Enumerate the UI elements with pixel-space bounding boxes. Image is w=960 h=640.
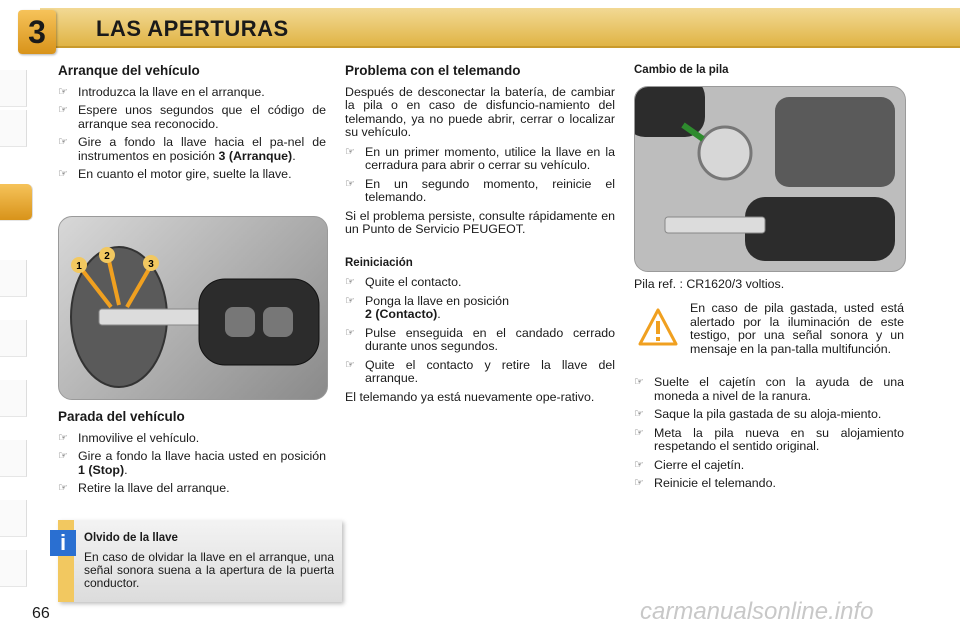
arranque-list <box>58 86 326 182</box>
ignition-key-image <box>58 216 328 400</box>
pila-list <box>634 376 904 491</box>
battery-illustration <box>635 87 905 271</box>
list-item-text: Gire a fondo la llave hacia usted en posición <box>78 449 326 463</box>
position-marker-1: 1 <box>76 261 82 272</box>
list-item: ☞ Retire la llave del arranque. <box>58 482 326 496</box>
column-pila <box>634 64 904 84</box>
section-title-telemando: Problema con el telemando <box>345 63 521 78</box>
telemando-intro: Después de desconectar la batería, de cambiar la pila o en caso de disfuncio-namiento del telemando, ya no puede abrir, cerrar o localizar su vehículo. <box>345 84 615 139</box>
warning-text: En caso de pila gastada, usted está alertado por la iluminación de este testigo, por una señal sonora y un mensaje en la pan-talla multifunción. <box>690 301 904 356</box>
chapter-number: 3 <box>18 10 56 54</box>
chapter-tabs <box>0 70 30 590</box>
info-title: Olvido de la llave <box>84 532 178 544</box>
list-item: ☞ En un segundo momento, reinicie el telemando. <box>345 178 615 205</box>
list-item: ☞ Quite el contacto. <box>345 276 615 290</box>
chapter-tab[interactable] <box>0 260 27 297</box>
chapter-tab[interactable] <box>0 440 27 477</box>
chapter-tab[interactable] <box>0 380 27 417</box>
list-item: ☞ Quite el contacto y retire la llave del arranque. <box>345 359 615 386</box>
column-parada <box>58 410 326 501</box>
pila-ref: Pila ref. : CR1620/3 voltios. <box>634 277 785 291</box>
section-title-parada: Parada del vehículo <box>58 409 185 424</box>
ignition-illustration <box>59 217 327 399</box>
section-title-pila: Cambio de la pila <box>634 64 729 76</box>
section-title-reiniciacion: Reiniciación <box>345 256 413 269</box>
page-header <box>0 0 960 50</box>
parada-list <box>58 432 326 496</box>
list-item: ☞ Introduzca la llave en el arranque. <box>58 86 326 100</box>
chapter-tab[interactable] <box>0 70 27 107</box>
list-item: ☞ Cierre el cajetín. <box>634 459 904 473</box>
position-marker-2: 2 <box>104 251 110 262</box>
list-item: ☞ Reinicie el telemando. <box>634 477 904 491</box>
telemando-persist: Si el problema persiste, consulte rápidamente en un Punto de Servicio PEUGEOT. <box>345 208 615 236</box>
column-arranque <box>58 64 326 187</box>
chapter-tab[interactable] <box>0 500 27 537</box>
list-item: ☞ Meta la pila nueva en su alojamiento respetando el sentido original. <box>634 427 904 454</box>
battery-change-image <box>634 86 906 272</box>
list-item: ☞ En cuanto el motor gire, suelte la llave. <box>58 168 326 182</box>
position-label: 3 (Arranque) <box>218 148 293 163</box>
list-item: ☞ Espere unos segundos que el código de arranque sea reconocido. <box>58 104 326 131</box>
list-item: ☞ Gire a fondo la llave hacia el pa-nel de instrumentos en posición 3 (Arranque). <box>58 136 326 163</box>
telemando-final: El telemando ya está nuevamente ope-rativo. <box>345 389 595 404</box>
column-telemando <box>345 64 615 410</box>
warning-icon <box>638 308 678 348</box>
page-number: 66 <box>32 605 50 622</box>
list-item: ☞ Pulse enseguida en el candado cerrado durante unos segundos. <box>345 327 615 354</box>
reiniciacion-list <box>345 276 615 386</box>
list-item-text: Gire a fondo la llave hacia el pa-nel de instrumentos en posición <box>78 135 326 163</box>
list-item: ☞ Gire a fondo la llave hacia usted en posición 1 (Stop). <box>58 450 326 477</box>
watermark: carmanualsonline.info <box>640 598 874 625</box>
list-item: ☞ Inmovilive el vehículo. <box>58 432 326 446</box>
chapter-tab-active[interactable] <box>0 184 33 221</box>
list-item: ☞ Saque la pila gastada de su aloja-miento. <box>634 408 904 422</box>
page-title: LAS APERTURAS <box>96 16 289 41</box>
info-icon: i <box>50 530 76 556</box>
position-label: 1 (Stop) <box>78 462 125 477</box>
chapter-tab[interactable] <box>0 550 27 587</box>
position-label: 2 (Contacto) <box>365 307 438 321</box>
list-item-text: Ponga la llave en posición <box>365 293 509 308</box>
info-text: En caso de olvidar la llave en el arranque, una señal sonora suena a la apertura de la puerta conductor. <box>84 550 334 590</box>
list-item: ☞ En un primer momento, utilice la llave en la cerradura para abrir o cerrar su vehículo. <box>345 146 615 173</box>
info-box <box>58 520 342 602</box>
list-item: ☞ Ponga la llave en posición 2 (Contacto). <box>345 295 615 322</box>
pila-steps <box>634 376 904 496</box>
chapter-tab[interactable] <box>0 320 27 357</box>
chapter-tab[interactable] <box>0 110 27 147</box>
telemando-list <box>345 146 615 205</box>
list-item: ☞ Suelte el cajetín con la ayuda de una moneda a nivel de la ranura. <box>634 376 904 403</box>
section-title-arranque: Arranque del vehículo <box>58 63 200 78</box>
position-marker-3: 3 <box>148 259 154 270</box>
warning-text-block <box>690 302 904 362</box>
pila-text <box>634 278 904 298</box>
